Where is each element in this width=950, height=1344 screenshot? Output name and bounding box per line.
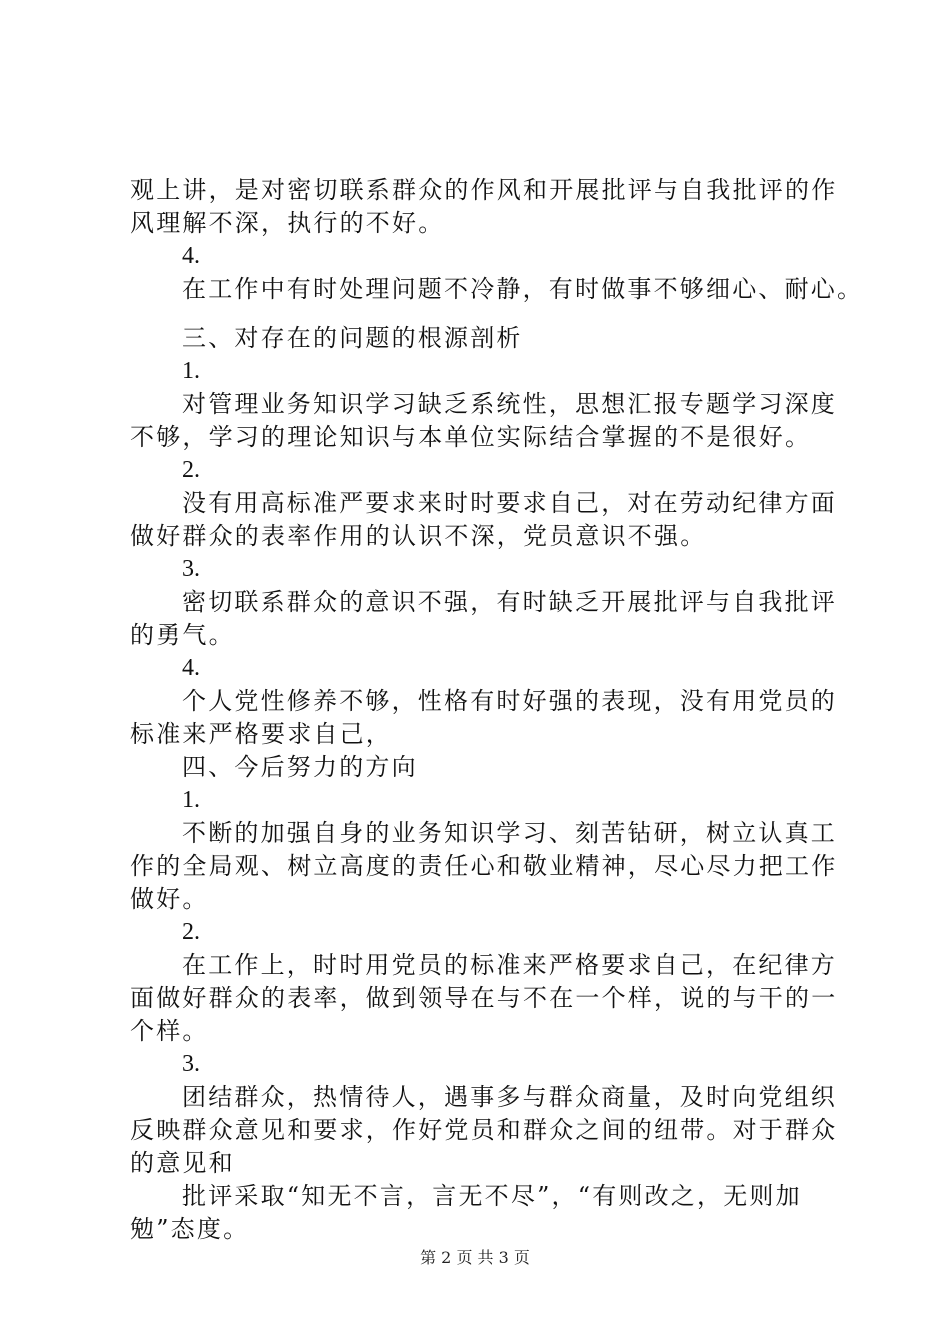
section-heading: 四、今后努力的方向 xyxy=(182,753,418,781)
text-line: 密切联系群众的意识不强，有时缺乏开展批评与自我批评 xyxy=(182,588,837,616)
item-number: 3. xyxy=(182,1051,200,1077)
section-heading: 三、对存在的问题的根源剖析 xyxy=(182,324,523,352)
text-line: 不断的加强自身的业务知识学习、刻苦钻研，树立认真工 xyxy=(182,819,837,847)
text-line: 在工作上，时时用党员的标准来严格要求自己，在纪律方 xyxy=(182,951,837,979)
text-line: 做好群众的表率作用的认识不深，党员意识不强。 xyxy=(130,522,707,550)
text-line: 风理解不深，执行的不好。 xyxy=(130,209,445,237)
item-number: 1. xyxy=(182,358,200,384)
text-line: 个样。 xyxy=(130,1017,209,1045)
item-number: 2. xyxy=(182,919,200,945)
text-line: 观上讲，是对密切联系群众的作风和开展批评与自我批评的作 xyxy=(130,176,838,204)
text-line: 的勇气。 xyxy=(130,621,235,649)
page-footer: 第 2 页 共 3 页 xyxy=(420,1248,530,1267)
text-line: 标准来严格要求自己， xyxy=(130,720,392,748)
text-line: 对管理业务知识学习缺乏系统性，思想汇报专题学习深度 xyxy=(182,390,837,418)
text-line: 不够，学习的理论知识与本单位实际结合掌握的不是很好。 xyxy=(130,423,812,451)
text-line: 团结群众，热情待人，遇事多与群众商量，及时向党组织 xyxy=(182,1083,837,1111)
text-line: 面做好群众的表率，做到领导在与不在一个样，说的与干的一 xyxy=(130,984,838,1012)
item-number: 3. xyxy=(182,556,200,582)
text-line: 反映群众意见和要求，作好党员和群众之间的纽带。对于群众 xyxy=(130,1116,838,1144)
text-line: 在工作中有时处理问题不冷静，有时做事不够细心、耐心。 xyxy=(182,275,864,303)
text-line: 批评采取“知无不言，言无不尽”，“有则改之，无则加 xyxy=(182,1182,802,1210)
text-line: 没有用高标准严要求来时时要求自己，对在劳动纪律方面 xyxy=(182,489,837,517)
text-line: 作的全局观、树立高度的责任心和敬业精神，尽心尽力把工作 xyxy=(130,852,838,880)
text-line: 个人党性修养不够，性格有时好强的表现，没有用党员的 xyxy=(182,687,837,715)
text-line: 做好。 xyxy=(130,885,209,913)
document-body xyxy=(130,174,864,1246)
item-number: 1. xyxy=(182,787,200,813)
item-number: 4. xyxy=(182,655,200,681)
item-number: 2. xyxy=(182,457,200,483)
item-number: 4. xyxy=(182,243,200,269)
text-line: 勉”态度。 xyxy=(130,1215,250,1243)
text-line: 的意见和 xyxy=(130,1149,235,1177)
